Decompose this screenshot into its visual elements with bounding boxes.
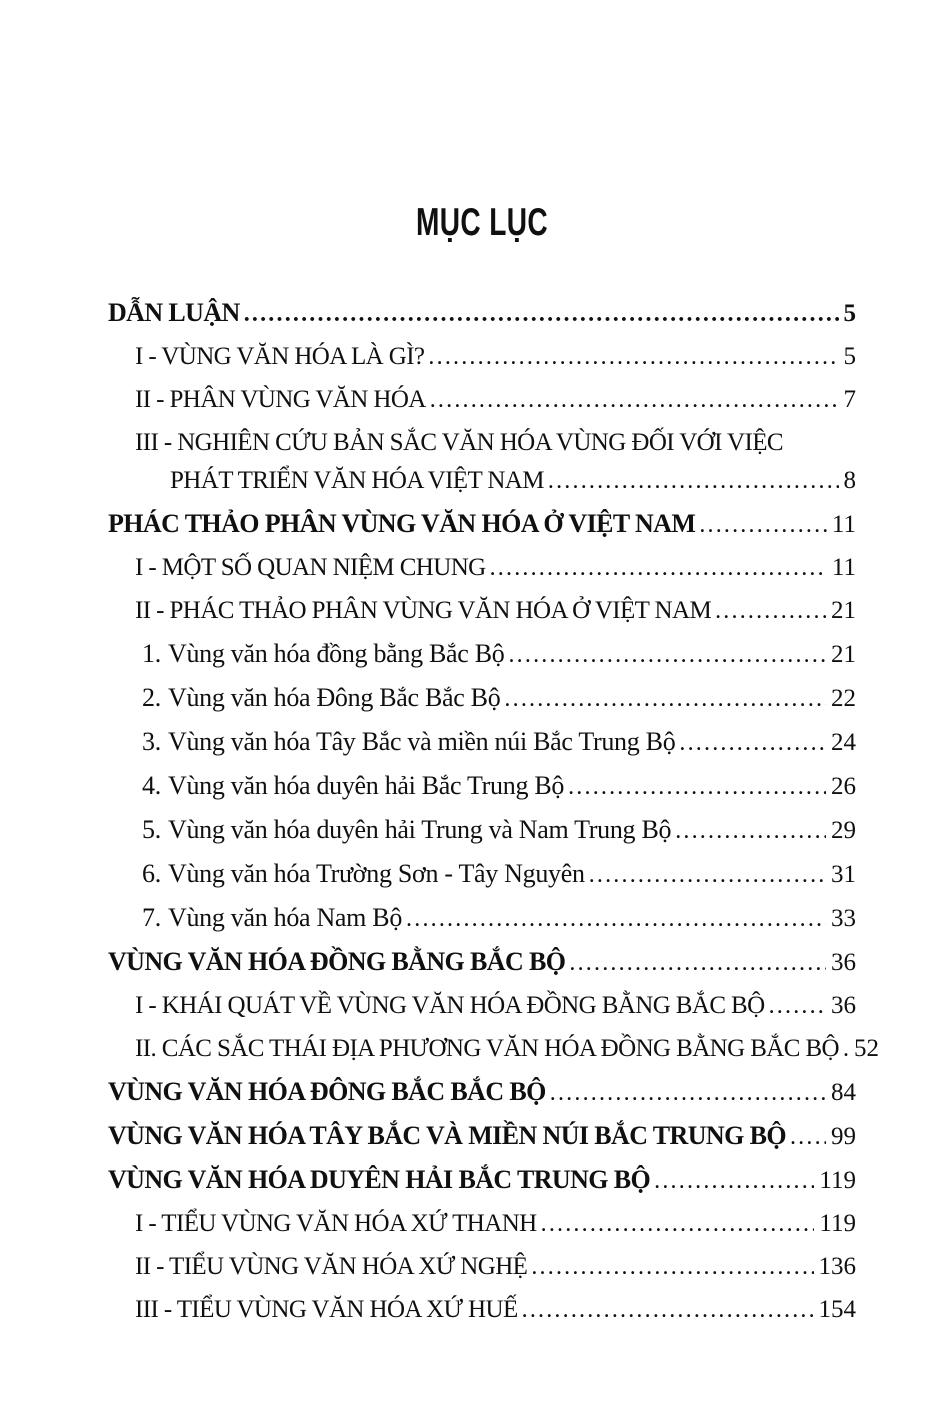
toc-item-number: 4. bbox=[142, 771, 161, 800]
toc-leader-dots bbox=[490, 552, 827, 584]
toc-page-number: 24 bbox=[831, 729, 856, 756]
toc-page-number: 5 bbox=[843, 300, 856, 327]
toc-item-number: 7. bbox=[142, 903, 161, 932]
toc-leader-dots bbox=[541, 1208, 815, 1240]
toc-entry-label: II - TIỂU VÙNG VĂN HÓA XỨ NGHỆ bbox=[135, 1253, 528, 1280]
toc-entry-label: I - MỘT SỐ QUAN NIỆM CHUNG bbox=[135, 554, 486, 581]
toc-leader-dots bbox=[699, 509, 827, 541]
toc-page-number: 84 bbox=[831, 1079, 856, 1106]
toc-leader-dots bbox=[769, 990, 826, 1022]
toc-page-number: 36 bbox=[831, 992, 856, 1019]
toc-row bbox=[108, 814, 856, 847]
toc-entry-label: III - TIỂU VÙNG VĂN HÓA XỨ HUẾ bbox=[135, 1296, 518, 1323]
toc-row bbox=[108, 726, 856, 759]
toc-leader-dots bbox=[428, 341, 838, 373]
toc-row bbox=[108, 682, 856, 715]
toc-leader-dots bbox=[675, 815, 826, 847]
toc-leader-dots bbox=[406, 903, 826, 935]
toc-leader-dots bbox=[548, 465, 839, 497]
toc-entry-label: II - PHÁC THẢO PHÂN VÙNG VĂN HÓA Ở VIỆT NAM bbox=[135, 597, 712, 624]
toc-leader-dots bbox=[569, 947, 826, 979]
toc-leader-dots bbox=[508, 639, 826, 671]
toc-entry-label: II - PHÂN VÙNG VĂN HÓA bbox=[135, 386, 426, 413]
toc-item-number: 3. bbox=[142, 727, 161, 756]
toc-row bbox=[108, 1164, 856, 1197]
toc-entry-label: I - TIỂU VÙNG VĂN HÓA XỨ THANH bbox=[135, 1210, 537, 1237]
toc-entry-label: PHÁT TRIỂN VĂN HÓA VIỆT NAM bbox=[170, 467, 544, 494]
toc-row bbox=[108, 1033, 879, 1065]
toc-entry-label: VÙNG VĂN HÓA DUYÊN HẢI BẮC TRUNG BỘ bbox=[108, 1165, 651, 1194]
toc-row bbox=[108, 946, 856, 979]
toc-row bbox=[108, 465, 856, 497]
toc-leader-dots bbox=[715, 595, 826, 627]
toc-item-number: 5. bbox=[142, 815, 161, 844]
toc-page-number: 8 bbox=[843, 467, 856, 494]
toc-row bbox=[108, 858, 856, 891]
toc-entry-label: Vùng văn hóa duyên hải Bắc Trung Bộ bbox=[168, 771, 565, 800]
toc-entry-label: I - KHÁI QUÁT VỀ VÙNG VĂN HÓA ĐỒNG BẰNG BẮC BỘ bbox=[135, 992, 765, 1019]
toc-page-number: 29 bbox=[831, 817, 856, 844]
toc-entry-label: Vùng văn hóa duyên hải Trung và Nam Trung Bộ bbox=[168, 815, 672, 844]
toc-leader-dots bbox=[522, 1294, 814, 1326]
toc-entry-label: VÙNG VĂN HÓA ĐỒNG BẰNG BẮC BỘ bbox=[108, 947, 566, 976]
toc-page-number: 7 bbox=[843, 386, 856, 413]
toc-leader-dots bbox=[654, 1165, 814, 1197]
toc-entry-label: II. CÁC SẮC THÁI ĐỊA PHƯƠNG VĂN HÓA ĐỒNG BẰNG BẮC BỘ bbox=[135, 1035, 839, 1062]
toc-row bbox=[108, 508, 856, 541]
toc-entry-label: III - NGHIÊN CỨU BẢN SẮC VĂN HÓA VÙNG ĐỐI VỚI VIỆC bbox=[135, 429, 783, 456]
toc-item-number: 6. bbox=[142, 859, 161, 888]
toc-page-number: 52 bbox=[854, 1035, 879, 1062]
toc-page-number: 11 bbox=[831, 511, 856, 538]
toc-item-number: 2. bbox=[142, 683, 161, 712]
toc-leader-dots bbox=[589, 859, 826, 891]
toc-page-number: 11 bbox=[831, 554, 856, 581]
toc-page-number: 21 bbox=[831, 641, 856, 668]
toc-row bbox=[108, 1208, 856, 1240]
table-of-contents bbox=[108, 297, 879, 1326]
toc-page-number: 33 bbox=[831, 905, 856, 932]
toc-row bbox=[108, 552, 856, 584]
toc-page-number: 26 bbox=[831, 773, 856, 800]
toc-row bbox=[108, 1120, 856, 1153]
toc-row bbox=[108, 427, 856, 459]
toc-page-number: 22 bbox=[831, 685, 856, 712]
toc-leader-dots bbox=[244, 298, 839, 330]
toc-row bbox=[108, 1251, 856, 1283]
toc-entry-label: Vùng văn hóa Nam Bộ bbox=[168, 903, 403, 932]
toc-row bbox=[108, 384, 856, 416]
toc-leader-dots bbox=[790, 1121, 826, 1153]
toc-page-number: 36 bbox=[831, 949, 856, 976]
toc-entry-label: Vùng văn hóa Trường Sơn - Tây Nguyên bbox=[168, 859, 585, 888]
toc-page-number: 21 bbox=[831, 597, 856, 624]
toc-page-number: 5 bbox=[843, 343, 856, 370]
toc-entry-label: I - VÙNG VĂN HÓA LÀ GÌ? bbox=[135, 343, 425, 370]
toc-page-number: 136 bbox=[818, 1253, 856, 1280]
toc-entry-label: Vùng văn hóa đồng bằng Bắc Bộ bbox=[168, 639, 505, 668]
toc-page-number: 154 bbox=[818, 1296, 856, 1323]
toc-row bbox=[108, 902, 856, 935]
toc-item-number: 1. bbox=[142, 639, 161, 668]
toc-leader-dots bbox=[531, 1251, 813, 1283]
toc-entry-label: Vùng văn hóa Đông Bắc Bắc Bộ bbox=[168, 683, 501, 712]
toc-leader-dots bbox=[568, 771, 826, 803]
toc-leader-dots bbox=[504, 683, 826, 715]
toc-page-number: 119 bbox=[819, 1167, 856, 1194]
toc-row bbox=[108, 297, 856, 330]
toc-row bbox=[108, 341, 856, 373]
toc-row bbox=[108, 770, 856, 803]
toc-page-number: 119 bbox=[819, 1210, 856, 1237]
toc-row bbox=[108, 595, 856, 627]
toc-row bbox=[108, 638, 856, 671]
toc-page-number: 99 bbox=[831, 1123, 856, 1150]
page-title: MỤC LỤC bbox=[416, 201, 548, 244]
toc-row bbox=[108, 1294, 856, 1326]
toc-entry-label: VÙNG VĂN HÓA ĐÔNG BẮC BẮC BỘ bbox=[108, 1077, 546, 1106]
toc-entry-label: DẪN LUẬN bbox=[108, 298, 240, 327]
toc-leader-dots bbox=[843, 1033, 849, 1065]
toc-row bbox=[108, 1076, 856, 1109]
toc-entry-label: Vùng văn hóa Tây Bắc và miền núi Bắc Trung Bộ bbox=[168, 727, 676, 756]
toc-leader-dots bbox=[679, 727, 826, 759]
toc-entry-label: VÙNG VĂN HÓA TÂY BẮC VÀ MIỀN NÚI BẮC TRUNG BỘ bbox=[108, 1121, 786, 1150]
toc-row bbox=[108, 990, 856, 1022]
toc-page-number: 31 bbox=[831, 861, 856, 888]
toc-entry-label: PHÁC THẢO PHÂN VÙNG VĂN HÓA Ở VIỆT NAM bbox=[108, 509, 696, 538]
toc-leader-dots bbox=[430, 384, 839, 416]
toc-leader-dots bbox=[550, 1077, 826, 1109]
